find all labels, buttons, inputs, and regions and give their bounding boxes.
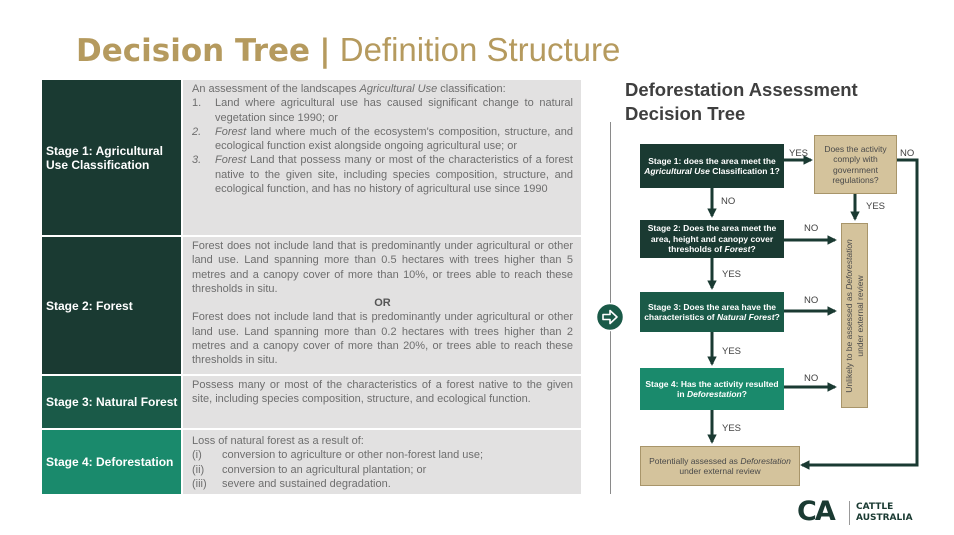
flow-stage3-pre: Does the area have the characteristics of xyxy=(644,301,777,322)
flow-stage1-text xyxy=(644,156,780,177)
stage1-intro-text: An assessment of the landscapes xyxy=(192,83,360,95)
stage2-para1: Forest does not include land that is predominantly under agricultural or other land use. Land spanning more than 0.5 hectares with trees higher than 5 metres and a canopy cover of more than 10%, or trees able to reach these thresholds in situ. xyxy=(192,240,573,295)
title-separator: | xyxy=(319,33,331,69)
label-no: NO xyxy=(900,148,915,159)
stage4-item-num: (ii) xyxy=(192,463,205,476)
flow-stage2-bold: Stage 2: xyxy=(647,223,681,234)
stage2-or: OR xyxy=(374,297,391,310)
flow-stage2-text xyxy=(644,223,780,255)
title-bold: Decision Tree xyxy=(76,33,311,69)
stage1-item-num: 1. xyxy=(192,97,202,110)
logo-separator xyxy=(849,501,850,525)
flow-gov-text: Does the activity comply with government regulations? xyxy=(824,143,887,185)
label-yes: YES xyxy=(722,423,742,434)
stage1-item-em: Forest xyxy=(215,125,247,138)
flow-stage1-em: Agricultural Use xyxy=(644,166,710,176)
flow-potential-box xyxy=(640,446,800,486)
flow-stage4-text xyxy=(644,379,780,400)
flow-stage3-box xyxy=(640,292,784,332)
flow-stage3-bold: Stage 3: xyxy=(647,301,682,312)
title-light: Definition Structure xyxy=(339,31,621,68)
label-yes: YES xyxy=(789,148,809,159)
stage4-item-text: conversion to agriculture or other non-forest land use; xyxy=(222,449,484,462)
stage1-item-body: land where much of the ecosystem's composition, structure, and ecological function exist alongside ongoing agricultural use; or xyxy=(215,125,573,153)
stage1-item-num: 3. xyxy=(192,154,202,167)
label-yes: YES xyxy=(866,201,886,212)
flow-stage3-post: ? xyxy=(774,312,780,322)
stage1-item-em: Forest xyxy=(215,154,247,167)
label-yes: YES xyxy=(722,269,742,280)
flow-stage3-em: Natural Forest xyxy=(716,312,775,322)
flow-potential-em: Deforestation xyxy=(740,455,791,466)
flow-unlikely-pre: Unlikely to be assessed as xyxy=(843,289,854,393)
stage3-text: Possess many or most of the characteristics of a forest native to the given site, including species composition, structure, and ecological function. xyxy=(192,379,573,406)
flow-stage1-bold: Stage 1: xyxy=(648,155,682,166)
logo-line1: CATTLE xyxy=(856,502,894,512)
flow-stage1-pre: does the area meet the xyxy=(681,155,776,166)
flow-stage1-post: Classification 1? xyxy=(709,166,780,176)
stage1-item-body: Land where agricultural use has caused significant change to natural vegetation since 1990; or xyxy=(215,97,573,124)
stage1-item-num: 2. xyxy=(192,125,202,138)
stage4-item-num: (iii) xyxy=(192,477,207,490)
label-yes: YES xyxy=(722,346,742,357)
stage1-item-body: Land that possess many or most of the characteristics of a forest native to the given site, including species composition, structure, and ecological function, and has no history of agricultural use since 1990 xyxy=(215,154,573,196)
stage3-label: Stage 3: Natural Forest xyxy=(46,395,178,409)
stage4-item-num: (i) xyxy=(192,449,202,462)
flow-stage2-em: Forest xyxy=(724,244,751,255)
stage1-intro-em: Agricultural Use xyxy=(359,83,438,95)
flow-stage2-pre: Does the area meet the area, height and canopy cover thresholds of xyxy=(650,223,777,255)
flowchart-title: Deforestation Assessment Decision Tree xyxy=(625,79,858,124)
flow-unlikely-text xyxy=(844,239,866,393)
stage4-label: Stage 4: Deforestation xyxy=(46,455,174,469)
flow-gov-box xyxy=(814,135,897,194)
stage1-label: Stage 1: Agricultural Use Classification xyxy=(46,143,163,172)
logo-text xyxy=(856,502,913,523)
flow-stage4-bold: Stage 4: xyxy=(645,378,679,389)
flow-stage4-post: ? xyxy=(741,389,747,399)
stage4-intro: Loss of natural forest as a result of: xyxy=(192,435,364,447)
logo-mark xyxy=(797,497,834,527)
flow-potential-text xyxy=(645,456,795,477)
flow-unlikely-em: Deforestation xyxy=(843,238,854,290)
logo-line2: AUSTRALIA xyxy=(856,512,913,523)
logo-mark-text: CA xyxy=(797,496,834,527)
label-no: NO xyxy=(804,295,819,306)
stage1-intro-post: classification: xyxy=(437,83,506,95)
flow-unlikely-box xyxy=(841,223,868,408)
label-no: NO xyxy=(721,196,736,207)
flow-potential-pre: Potentially assessed as xyxy=(649,455,741,466)
flow-stage4-pre: Has the activity resulted in xyxy=(677,378,779,399)
flow-potential-post: under external review xyxy=(679,466,761,476)
flow-stage1-box xyxy=(640,144,784,188)
stage2-para2: Forest does not include land that is predominantly under agricultural or other land use. Land spanning more than 0.2 hectares with trees higher than 2 metres and a canopy cover of more than 20%, or trees able to reach these thresholds in situ. xyxy=(192,311,573,367)
label-no: NO xyxy=(804,223,819,234)
flow-stage2-post: ? xyxy=(750,244,756,255)
flow-stage3-text xyxy=(644,302,780,323)
stage4-item-text: severe and sustained degradation. xyxy=(222,477,391,490)
label-no: NO xyxy=(804,373,819,384)
flow-unlikely-post: under external review xyxy=(854,274,865,357)
flow-stage2-box xyxy=(640,220,784,258)
stage4-item-text: conversion to an agricultural plantation; or xyxy=(222,463,427,476)
flow-stage4-em: Deforestation xyxy=(686,389,742,399)
flow-stage4-box xyxy=(640,368,784,410)
stage2-label: Stage 2: Forest xyxy=(46,298,133,313)
